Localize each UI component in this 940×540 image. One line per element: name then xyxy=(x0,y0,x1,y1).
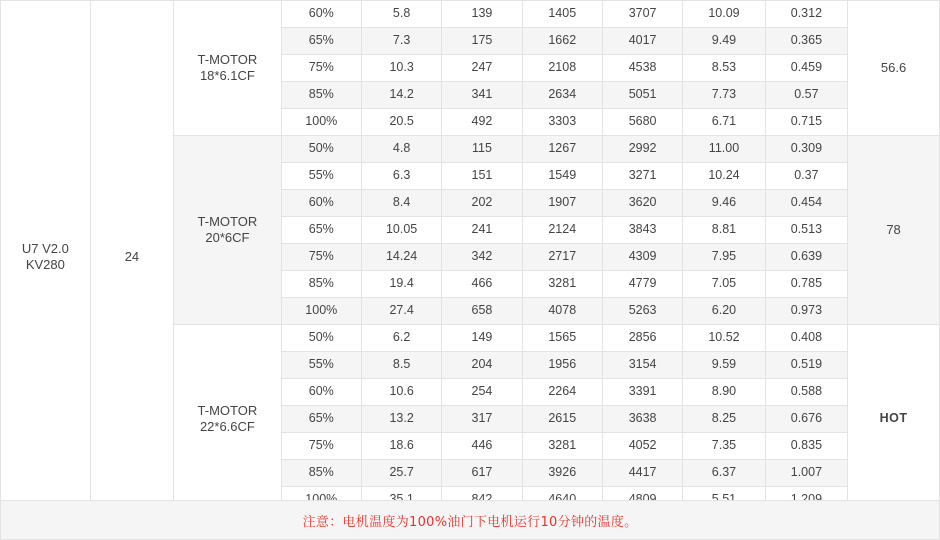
throttle-cell: 65% xyxy=(281,406,361,433)
efficiency-cell: 8.25 xyxy=(683,406,765,433)
propeller-brand: T-MOTOR xyxy=(197,402,258,418)
rpm-cell: 3154 xyxy=(602,352,682,379)
propeller-size: 18*6.1CF xyxy=(199,68,255,83)
thrust-cell: 10.05 xyxy=(361,217,441,244)
weight-cell: 1.007 xyxy=(765,460,847,487)
rpm-cell: 4779 xyxy=(602,271,682,298)
current-cell: 115 xyxy=(442,136,522,163)
weight-cell: 0.309 xyxy=(765,136,847,163)
throttle-cell: 100% xyxy=(281,109,361,136)
power-cell: 1549 xyxy=(522,163,602,190)
propeller-cell xyxy=(174,136,281,325)
efficiency-cell: 7.05 xyxy=(683,271,765,298)
throttle-cell: 85% xyxy=(281,460,361,487)
throttle-cell: 85% xyxy=(281,82,361,109)
weight-cell: 0.454 xyxy=(765,190,847,217)
rpm-cell: 4309 xyxy=(602,244,682,271)
weight-cell: 0.676 xyxy=(765,406,847,433)
rpm-cell: 5051 xyxy=(602,82,682,109)
throttle-cell: 65% xyxy=(281,217,361,244)
efficiency-cell: 9.46 xyxy=(683,190,765,217)
throttle-cell: 85% xyxy=(281,271,361,298)
weight-cell: 0.588 xyxy=(765,379,847,406)
rpm-cell: 4538 xyxy=(602,55,682,82)
efficiency-cell: 6.37 xyxy=(683,460,765,487)
current-cell: 241 xyxy=(442,217,522,244)
efficiency-cell: 8.53 xyxy=(683,55,765,82)
motor-model-line1: U7 V2.0 xyxy=(21,240,69,256)
power-cell: 4078 xyxy=(522,298,602,325)
efficiency-cell: 8.81 xyxy=(683,217,765,244)
current-cell: 341 xyxy=(442,82,522,109)
thrust-cell: 4.8 xyxy=(361,136,441,163)
thrust-cell: 8.5 xyxy=(361,352,441,379)
propeller-brand: T-MOTOR xyxy=(197,213,258,229)
power-cell: 1956 xyxy=(522,352,602,379)
throttle-cell: 50% xyxy=(281,325,361,352)
power-cell: 1405 xyxy=(522,1,602,28)
power-cell: 1267 xyxy=(522,136,602,163)
weight-cell: 0.715 xyxy=(765,109,847,136)
weight-cell: 0.459 xyxy=(765,55,847,82)
power-cell: 1907 xyxy=(522,190,602,217)
weight-cell: 0.785 xyxy=(765,271,847,298)
rpm-cell: 3391 xyxy=(602,379,682,406)
power-cell: 2108 xyxy=(522,55,602,82)
thrust-cell: 14.2 xyxy=(361,82,441,109)
table-row xyxy=(1,1,940,28)
current-cell: 466 xyxy=(442,271,522,298)
propeller-cell xyxy=(174,1,281,136)
propeller-size: 22*6.6CF xyxy=(199,419,255,434)
propeller-cell xyxy=(174,325,281,514)
thrust-cell: 25.7 xyxy=(361,460,441,487)
current-cell: 139 xyxy=(442,1,522,28)
power-cell: 3926 xyxy=(522,460,602,487)
rpm-cell: 3620 xyxy=(602,190,682,217)
efficiency-cell: 10.09 xyxy=(683,1,765,28)
note-bar xyxy=(0,500,940,540)
thrust-cell: 6.2 xyxy=(361,325,441,352)
efficiency-cell: 9.59 xyxy=(683,352,765,379)
power-cell: 2124 xyxy=(522,217,602,244)
throttle-cell: 75% xyxy=(281,244,361,271)
temperature-cell: 78 xyxy=(848,136,940,325)
current-cell: 342 xyxy=(442,244,522,271)
efficiency-cell: 7.95 xyxy=(683,244,765,271)
rpm-cell: 5263 xyxy=(602,298,682,325)
propeller-size: 20*6CF xyxy=(205,230,250,245)
rpm-cell: 4052 xyxy=(602,433,682,460)
rpm-cell: 3638 xyxy=(602,406,682,433)
efficiency-cell: 7.35 xyxy=(683,433,765,460)
power-cell: 2264 xyxy=(522,379,602,406)
propeller-brand: T-MOTOR xyxy=(197,51,258,67)
throttle-cell: 100% xyxy=(281,298,361,325)
current-cell: 204 xyxy=(442,352,522,379)
power-cell: 1565 xyxy=(522,325,602,352)
efficiency-cell: 7.73 xyxy=(683,82,765,109)
current-cell: 247 xyxy=(442,55,522,82)
throttle-cell: 75% xyxy=(281,55,361,82)
weight-cell: 0.973 xyxy=(765,298,847,325)
current-cell: 617 xyxy=(442,460,522,487)
weight-cell: 0.639 xyxy=(765,244,847,271)
temperature-cell: 56.6 xyxy=(848,1,940,136)
thrust-cell: 10.3 xyxy=(361,55,441,82)
efficiency-cell: 8.90 xyxy=(683,379,765,406)
voltage-cell: 24 xyxy=(90,1,173,514)
efficiency-cell: 6.20 xyxy=(683,298,765,325)
thrust-cell: 20.5 xyxy=(361,109,441,136)
efficiency-cell: 9.49 xyxy=(683,28,765,55)
rpm-cell: 5680 xyxy=(602,109,682,136)
current-cell: 202 xyxy=(442,190,522,217)
throttle-cell: 75% xyxy=(281,433,361,460)
rpm-cell: 2856 xyxy=(602,325,682,352)
current-cell: 446 xyxy=(442,433,522,460)
throttle-cell: 60% xyxy=(281,190,361,217)
power-cell: 2717 xyxy=(522,244,602,271)
rpm-cell: 3707 xyxy=(602,1,682,28)
weight-cell: 0.365 xyxy=(765,28,847,55)
temperature-hot-badge: HOT xyxy=(848,325,940,514)
efficiency-cell: 10.24 xyxy=(683,163,765,190)
efficiency-cell: 11.00 xyxy=(683,136,765,163)
rpm-cell: 2992 xyxy=(602,136,682,163)
weight-cell: 0.57 xyxy=(765,82,847,109)
throttle-cell: 60% xyxy=(281,379,361,406)
current-cell: 151 xyxy=(442,163,522,190)
weight-cell: 0.835 xyxy=(765,433,847,460)
thrust-cell: 27.4 xyxy=(361,298,441,325)
current-cell: 317 xyxy=(442,406,522,433)
power-cell: 3281 xyxy=(522,433,602,460)
thrust-cell: 8.4 xyxy=(361,190,441,217)
power-cell: 3281 xyxy=(522,271,602,298)
efficiency-cell: 6.71 xyxy=(683,109,765,136)
rpm-cell: 4017 xyxy=(602,28,682,55)
rpm-cell: 3271 xyxy=(602,163,682,190)
current-cell: 149 xyxy=(442,325,522,352)
weight-cell: 0.312 xyxy=(765,1,847,28)
power-cell: 1662 xyxy=(522,28,602,55)
power-cell: 3303 xyxy=(522,109,602,136)
efficiency-cell: 10.52 xyxy=(683,325,765,352)
thrust-cell: 14.24 xyxy=(361,244,441,271)
throttle-cell: 50% xyxy=(281,136,361,163)
throttle-cell: 55% xyxy=(281,352,361,379)
rpm-cell: 4417 xyxy=(602,460,682,487)
current-cell: 175 xyxy=(442,28,522,55)
power-cell: 2634 xyxy=(522,82,602,109)
weight-cell: 0.37 xyxy=(765,163,847,190)
thrust-cell: 7.3 xyxy=(361,28,441,55)
weight-cell: 0.513 xyxy=(765,217,847,244)
current-cell: 254 xyxy=(442,379,522,406)
power-cell: 2615 xyxy=(522,406,602,433)
motor-model-cell xyxy=(1,1,91,514)
thrust-cell: 13.2 xyxy=(361,406,441,433)
weight-cell: 0.519 xyxy=(765,352,847,379)
current-cell: 492 xyxy=(442,109,522,136)
rpm-cell: 3843 xyxy=(602,217,682,244)
thrust-cell: 6.3 xyxy=(361,163,441,190)
weight-cell: 0.408 xyxy=(765,325,847,352)
note-text: 注意：电机温度为100%油门下电机运行10分钟的温度。 xyxy=(302,514,638,530)
thrust-cell: 5.8 xyxy=(361,1,441,28)
table-body xyxy=(1,1,940,514)
thrust-cell: 18.6 xyxy=(361,433,441,460)
throttle-cell: 60% xyxy=(281,1,361,28)
motor-model-line2: KV280 xyxy=(25,257,65,272)
thrust-cell: 19.4 xyxy=(361,271,441,298)
throttle-cell: 65% xyxy=(281,28,361,55)
current-cell: 658 xyxy=(442,298,522,325)
throttle-cell: 55% xyxy=(281,163,361,190)
thrust-cell: 10.6 xyxy=(361,379,441,406)
